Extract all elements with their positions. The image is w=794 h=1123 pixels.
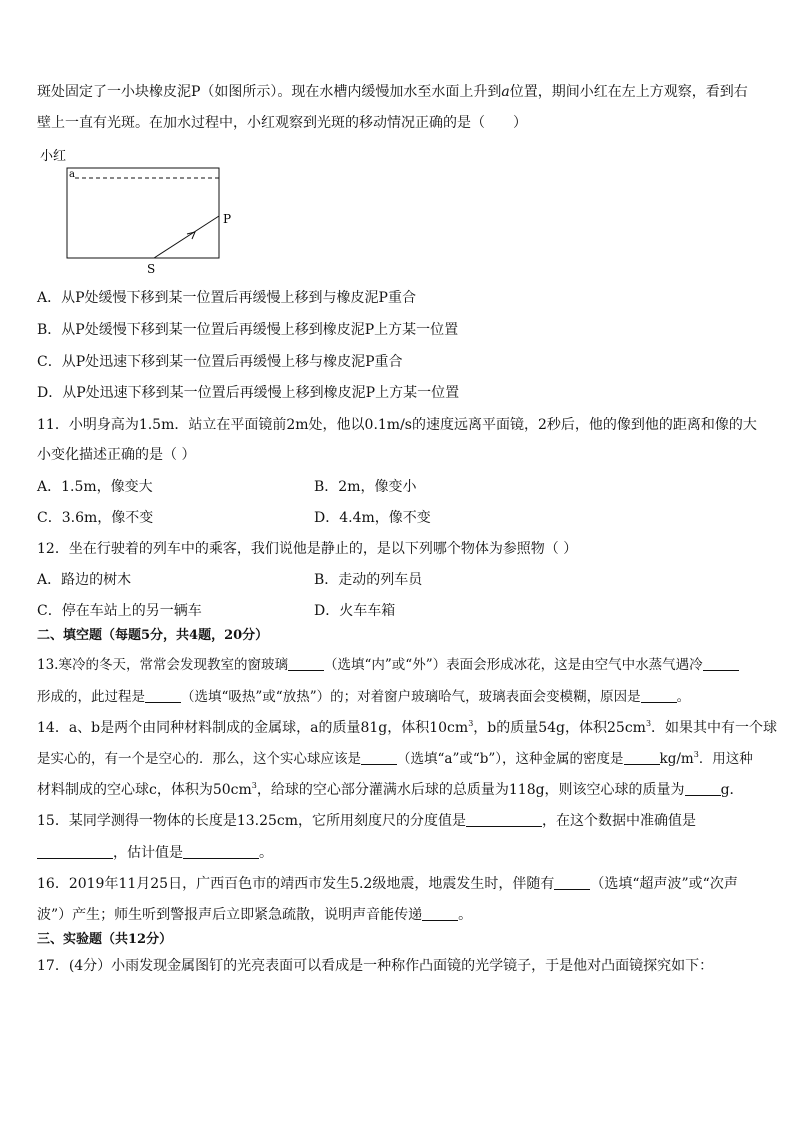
figure-point-s: S [147,262,156,276]
q11-stem-line1: 11．小明身高为1.5m．站立在平面镜前2m处，他以0.1m/s的速度远离平面镜，2秒后，他的像到他的距离和像的大 [37,417,757,433]
q11-option-a: A．1.5m，像变大 [37,479,153,495]
q13-line2: 形成的，此过程是 （选填“吸热”或“放热”）的；对着窗户玻璃哈气，玻璃表面会变模糊，原因是 。 [37,689,691,705]
q10-option-a: A．从P处缓慢下移到某一位置后再缓慢上移到与橡皮泥P重合 [37,290,416,306]
q14-blank-1[interactable] [361,750,397,765]
q14-blank-2[interactable] [624,750,660,765]
q17-stem: 17．(4分）小雨发现金属图钉的光亮表面可以看成是一种称作凸面镜的光学镜子，于是他对凸面镜探究如下： [37,958,714,974]
q14-line2: 是实心的，有一个是空心的．那么，这个实心球应该是 （选填“a”或“b”），这种金属的密度是 $kg/m^3$．用这种 [37,750,753,767]
q14-blank-3[interactable] [685,781,721,796]
figure-level-label: a [69,169,75,180]
q16-blank-2[interactable] [422,906,458,921]
q16-line1: 16．2019年11月25日，广西百色市的靖西市发生5.2级地震，地震发生时，伴随有 （选填“超声波”或“次声 [37,876,738,892]
q16-blank-1[interactable] [554,875,590,890]
q10-option-c: C．从P处迅速下移到某一位置后再缓慢上移与橡皮泥P重合 [37,354,403,370]
q14-line1: 14．a、b是两个由同种材料制成的金属球，a的质量81g，体积$10cm^3$，b的质量54g，体积$25cm^3$．如果其中有一个球 [37,719,778,736]
q14-line3: 材料制成的空心球c，体积为$50cm^3$，给球的空心部分灌满水后球的总质量为118g，则该空心球的质量为 g． [37,781,744,798]
q11-option-c: C．3.6m，像不变 [37,510,154,526]
q13-blank-1[interactable] [288,656,324,671]
q12-option-a: A．路边的树木 [37,572,132,588]
section3-title: 三、实验题（共12分） [37,932,173,947]
q15-line1: 15．某同学测得一物体的长度是13.25cm，它所用刻度尺的分度值是 ，在这个数据中准确值是 [37,813,697,829]
q11-option-d: D．4.4m，像不变 [314,510,431,526]
tank-outline [67,168,219,258]
q12-option-d: D．火车车箱 [314,603,396,619]
q10-stem-line2: 壁上一直有光斑。在加水过程中，小红观察到光斑的移动情况正确的是（ ） [37,115,527,131]
section2-title: 二、填空题（每题5分，共4题，20分） [37,628,269,643]
q13-line1: 13.寒冷的冬天，常常会发现教室的窗玻璃 （选填“内”或“外”）表面会形成冰花，这是由空气中水蒸气遇冷 [37,655,739,675]
q15-blank-2[interactable] [37,844,113,859]
q10-option-b: B．从P处缓慢下移到某一位置后再缓慢上移到橡皮泥P上方某一位置 [37,322,459,338]
q15-line2: ，估计值是 。 [37,843,273,863]
q13-blank-3[interactable] [145,688,181,703]
water-tank-figure [37,146,247,276]
figure-point-p: P [223,212,232,226]
q15-blank-1[interactable] [466,812,542,827]
q10-stem-line1: 斑处固定了一小块橡皮泥P（如图所示）。现在水槽内缓慢加水至水面上升到a位置，期间小红在左上方观察，看到右 [37,84,748,100]
q11-option-b: B．2m，像变小 [314,479,417,495]
q12-option-c: C．停在车站上的另一辆车 [37,603,202,619]
q11-stem-line2: 小变化描述正确的是（ ） [37,447,196,463]
q12-option-b: B．走动的列车员 [314,572,423,588]
q15-blank-3[interactable] [183,844,259,859]
q13-blank-2[interactable] [703,656,739,671]
q12-stem: 12．坐在行驶着的列车中的乘客，我们说他是静止的，是以下列哪个物体为参照物（ ） [37,541,578,557]
q16-line2: 波”）产生；师生听到警报声后立即紧急疏散，说明声音能传递 。 [37,907,473,923]
q13-blank-4[interactable] [641,688,677,703]
light-ray [154,216,219,258]
figure-observer-label: 小红 [40,149,67,164]
q10-option-d: D．从P处迅速下移到某一位置后再缓慢上移到橡皮泥P上方某一位置 [37,385,460,401]
q10-level-a: a [501,84,510,100]
